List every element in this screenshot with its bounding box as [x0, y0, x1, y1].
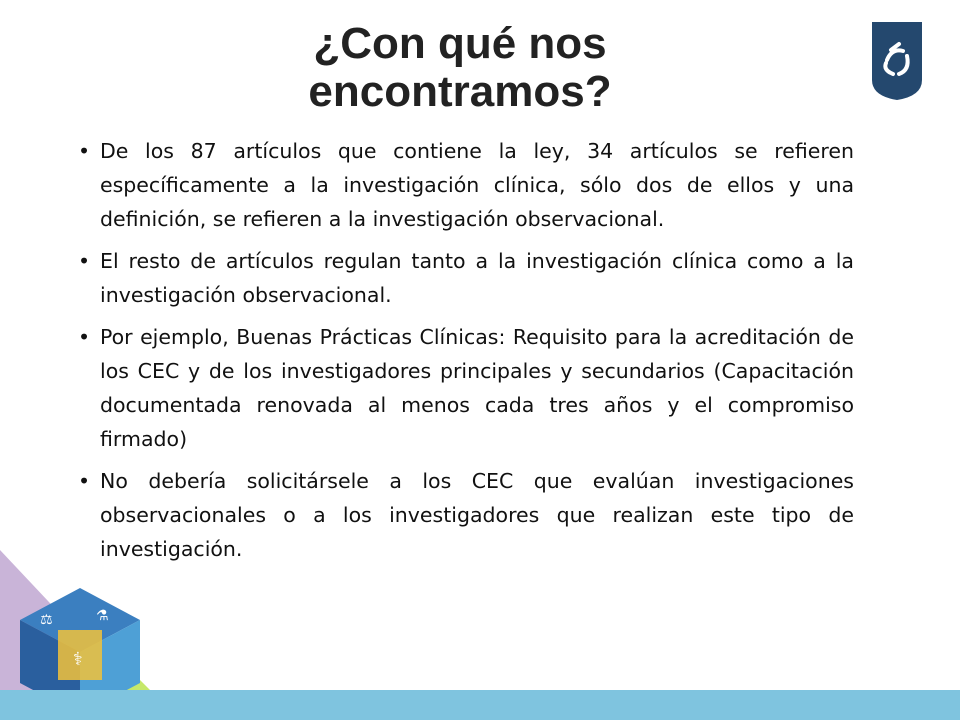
bullet-item — [76, 134, 854, 236]
caduceus-icon: ⚕ — [73, 649, 83, 670]
bullet-text: No debería solicitársele a los CEC que evalúan investigaciones observacionales o a los investigadores que realizan este tipo de investigación. — [100, 469, 854, 561]
bottom-bar — [0, 690, 960, 720]
bullet-text: Por ejemplo, Buenas Prácticas Clínicas: Requisito para la acreditación de los CEC y de los investigadores principales y secundarios (Capacitación documentada renovada al menos cada tres años y el compromiso firmado) — [100, 325, 854, 451]
bullet-item — [76, 464, 854, 566]
flask-icon: ⚗ — [96, 608, 109, 624]
bullet-marker: • — [78, 469, 91, 493]
bullet-text: El resto de artículos regulan tanto a la investigación clínica como a la investigación observacional. — [100, 249, 854, 307]
bullet-marker: • — [78, 249, 91, 273]
bullet-item — [76, 320, 854, 456]
bullet-text: De los 87 artículos que contiene la ley, 34 artículos se refieren específicamente a la investigación clínica, sólo dos de ellos y una definición, se refieren a la investigación observacional. — [100, 139, 854, 231]
institution-logo-icon — [870, 20, 924, 102]
bullet-list — [76, 134, 854, 574]
slide-title: ¿Con qué nos encontramos? — [308, 19, 612, 116]
scales-icon: ⚖ — [40, 612, 53, 628]
bullet-marker: • — [78, 139, 91, 163]
bullet-marker: • — [78, 325, 91, 349]
bullet-item — [76, 244, 854, 312]
